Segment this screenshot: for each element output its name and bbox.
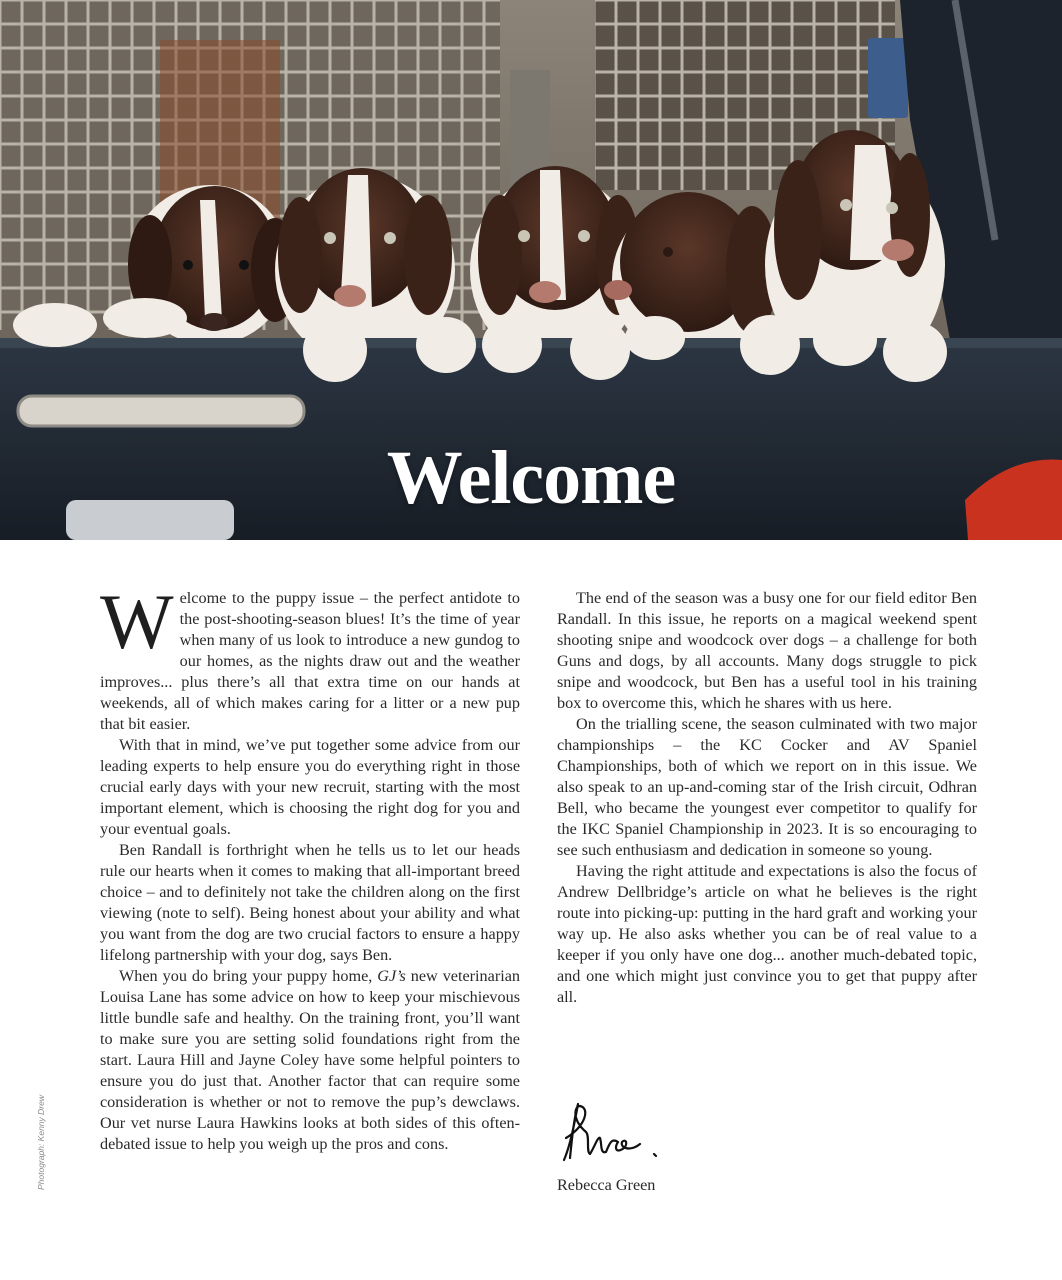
photo-credit: Photograph: Kenny Drew [36,1095,46,1190]
article-paragraph: Ben Randall is forthright when he tells us to let our heads rule our hearts when it comes to making that all-important breed choice – and to definitely not take the children along on the first viewing (note to self). Being honest about your ability and what you want from the dog are two crucial factors to ensure a happy lifelong partnership with your dog, says Ben. [100,841,520,964]
article-paragraph: On the trialling scene, the season culminated with two major championships – the KC Cocker and AV Spaniel Championships, both of which we report on in this issue. We also speak to an up-and-coming star of the Irish circuit, Odhran Bell, who became the youngest ever competitor to qualify for the IKC Spaniel Championship in 2023. It is so encouraging to see such enthusiasm and dedication in someone so young. [557,715,977,859]
page-title: Welcome [386,436,676,520]
paragraph-text: elcome to the puppy issue – the perfect antidote to the post-shooting-season blues! It’s the time of year when many of us look to introduce a new gundog to our homes, as the nights draw out and the weather improves... plus there’s all that extra time on our hands at weekends, all of which makes caring for a litter or a new pup that bit easier. [100,589,520,733]
drop-cap: W [100,578,174,665]
article-right-column [557,588,977,1008]
article-paragraph: With that in mind, we’ve put together some advice from our leading experts to help ensure you do everything right in those crucial early days with your new recruit, starting with the most important element, which is choosing the right dog for you and your eventual goals. [100,736,520,838]
article-paragraph [100,578,520,735]
article-paragraph: The end of the season was a busy one for our field editor Ben Randall. In this issue, he reports on a magical weekend spent shooting snipe and woodcock over dogs – a challenge for both Guns and dogs, by all accounts. Many dogs struggle to pick snipe and woodcock, but Ben has a useful tool in his training box to overcome this, which he shares with us here. [557,589,977,712]
article-left-column [100,578,520,1155]
hero-photo [0,0,1062,540]
magazine-name: GJ’s [377,967,406,985]
article-paragraph: Having the right attitude and expectations is also the focus of Andrew Dellbridge’s article on what he believes is the right route into picking-up: putting in the hard graft and working your way up. He also asks whether you can be of real value to a keeper if you only have one dog... another much-debated topic, and one which might just convince you to get that puppy after all. [557,862,977,1006]
paragraph-text: When you do bring your puppy home, [119,967,378,985]
signature-image [556,1098,666,1168]
signature-name: Rebecca Green [557,1176,656,1194]
paragraph-text: new veterinarian Louisa Lane has some advice on how to keep your mischievous little bundle safe and healthy. On the training front, you’ll want to make sure you are setting solid foundations right from the start. Laura Hill and Jayne Coley have some helpful pointers to ensure you do just that. Another factor that can require some consideration is whether or not to remove the pup’s dewclaws. Our vet nurse Laura Hawkins looks at both sides of this often-debated issue to help you weigh up the pros and cons. [100,967,520,1153]
article-paragraph [100,966,520,1155]
